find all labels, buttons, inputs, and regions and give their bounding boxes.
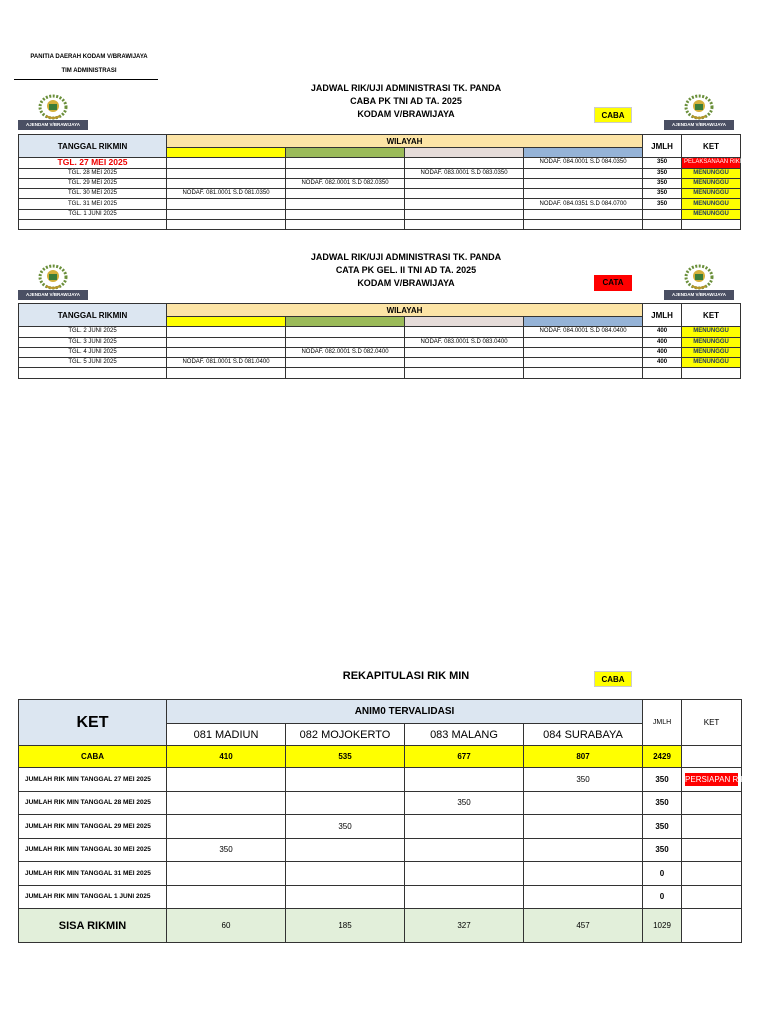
emblem-icon (36, 92, 70, 120)
region-color-malang (405, 148, 524, 158)
region-color-surabaya (524, 148, 643, 158)
cell-madiun (167, 768, 286, 792)
org-subunit: TIM ADMINISTRASI (61, 68, 117, 74)
cell-total: 350 (643, 838, 682, 862)
cell-jmlh: 350 (643, 189, 682, 199)
cell-mojokerto (286, 337, 405, 347)
caba-tag: CABA (594, 107, 632, 123)
cell-madiun (167, 337, 286, 347)
cell-jmlh: 400 (643, 358, 682, 368)
cell-ket (682, 838, 742, 862)
status-badge: MENUNGGU (682, 189, 741, 199)
cell-surabaya (524, 815, 643, 839)
cell-surabaya: 457 (524, 909, 643, 943)
cell-jmlh: 350 (643, 178, 682, 188)
cell-surabaya (524, 209, 643, 219)
cell-malang (405, 209, 524, 219)
cell-madiun (167, 158, 286, 168)
cell-jmlh: 400 (643, 337, 682, 347)
cell-mojokerto (286, 862, 405, 886)
cell-total: 1029 (643, 909, 682, 943)
table-row (19, 178, 741, 188)
cell-ket (682, 862, 742, 886)
caba-header-jmlh: JMLH (643, 135, 682, 158)
cell-mojokerto (286, 885, 405, 909)
rekap-tag: CABA (594, 671, 632, 687)
cell-mojokerto: 185 (286, 909, 405, 943)
row-label: JUMLAH RIK MIN TANGGAL 1 JUNI 2025 (19, 885, 167, 909)
cell-madiun (167, 168, 286, 178)
cell-jmlh: 400 (643, 327, 682, 337)
cell-mojokerto: NODAF. 082.0001 S.D 082.0350 (286, 178, 405, 188)
emblem-label: AJENDAM V/BRAWIJAYA (18, 290, 88, 300)
row-date: TGL. 31 MEI 2025 (19, 199, 167, 209)
row-date: TGL. 4 JUNI 2025 (19, 347, 167, 357)
cell-malang (405, 347, 524, 357)
caba-title-line1: JADWAL RIK/UJI ADMINISTRASI TK. PANDA (310, 83, 502, 93)
cell-surabaya: NODAF. 084.0001 S.D 084.0400 (524, 327, 643, 337)
region-color-madiun (167, 148, 286, 158)
cata-title-line2: CATA PK GEL. II TNI AD TA. 2025 (335, 265, 477, 275)
cell-malang (405, 199, 524, 209)
table-row (19, 347, 741, 357)
status-badge: MENUNGGU (682, 337, 741, 347)
cell-mojokerto (286, 209, 405, 219)
row-date: TGL. 3 JUNI 2025 (19, 337, 167, 347)
status-badge: MENUNGGU (682, 327, 741, 337)
table-row (19, 768, 742, 792)
cell-ket (682, 791, 742, 815)
kodam-emblem-left (18, 92, 88, 130)
cell-total: 350 (643, 768, 682, 792)
cell-total: 350 (643, 815, 682, 839)
table-row (19, 838, 742, 862)
cell-madiun (167, 199, 286, 209)
region-color-malang (405, 317, 524, 327)
cell-surabaya (524, 337, 643, 347)
cell-mojokerto (286, 838, 405, 862)
city-header-madiun: 081 MADIUN (167, 724, 286, 746)
cell-mojokerto (286, 327, 405, 337)
status-badge: MENUNGGU (682, 168, 741, 178)
cell-mojokerto (286, 158, 405, 168)
cell-surabaya (524, 347, 643, 357)
cell-jmlh: 400 (643, 347, 682, 357)
cell-surabaya (524, 791, 643, 815)
cell-madiun: 410 (167, 746, 286, 768)
cell-mojokerto (286, 189, 405, 199)
header-divider (14, 79, 158, 80)
region-color-madiun (167, 317, 286, 327)
status-badge: PELAKSANAAN RIKMIN (682, 158, 741, 168)
table-row (19, 327, 741, 337)
rekap-table (18, 699, 761, 943)
table-row (19, 158, 741, 168)
emblem-label: AJENDAM V/BRAWIJAYA (664, 120, 734, 130)
row-date: TGL. 27 MEI 2025 (19, 158, 167, 168)
cell-jmlh: 350 (643, 199, 682, 209)
row-date: TGL. 5 JUNI 2025 (19, 358, 167, 368)
city-header-malang: 083 MALANG (405, 724, 524, 746)
row-label: JUMLAH RIK MIN TANGGAL 27 MEI 2025 (19, 768, 167, 792)
row-date: TGL. 30 MEI 2025 (19, 189, 167, 199)
cell-total: 350 (643, 791, 682, 815)
row-label: JUMLAH RIK MIN TANGGAL 30 MEI 2025 (19, 838, 167, 862)
row-date: TGL. 1 JUNI 2025 (19, 209, 167, 219)
cell-mojokerto (286, 199, 405, 209)
cata-title-line3: KODAM V/BRAWIJAYA (357, 278, 455, 288)
table-row (19, 168, 741, 178)
emblem-label: AJENDAM V/BRAWIJAYA (664, 290, 734, 300)
cell-malang (405, 189, 524, 199)
cell-madiun (167, 178, 286, 188)
cell-surabaya (524, 358, 643, 368)
cell-malang (405, 815, 524, 839)
cell-madiun (167, 791, 286, 815)
cell-madiun: 350 (167, 838, 286, 862)
cata-tag: CATA (594, 275, 632, 291)
cata-header-wilayah: WILAYAH (167, 304, 643, 317)
cata-schedule-table (18, 303, 741, 379)
cell-madiun: 60 (167, 909, 286, 943)
cell-surabaya (524, 178, 643, 188)
table-row-empty (19, 220, 741, 230)
cell-madiun (167, 347, 286, 357)
city-header-mojokerto: 082 MOJOKERTO (286, 724, 405, 746)
region-color-surabaya (524, 317, 643, 327)
region-color-mojokerto (286, 148, 405, 158)
cell-malang: 327 (405, 909, 524, 943)
caba-title-block (200, 82, 612, 121)
row-date: TGL. 29 MEI 2025 (19, 178, 167, 188)
row-label: JUMLAH RIK MIN TANGGAL 29 MEI 2025 (19, 815, 167, 839)
cell-malang (405, 178, 524, 188)
table-row (19, 337, 741, 347)
cata-header-tanggal: TANGGAL RIKMIN (19, 304, 167, 327)
cata-title-block (200, 251, 612, 290)
rekap-caba-row (19, 746, 742, 768)
kodam-emblem-right (664, 262, 734, 300)
row-label: CABA (19, 746, 167, 768)
emblem-icon (36, 262, 70, 290)
rekap-header-animo: ANIM0 TERVALIDASI (167, 700, 643, 724)
cell-jmlh (643, 209, 682, 219)
cata-title-line1: JADWAL RIK/UJI ADMINISTRASI TK. PANDA (310, 252, 502, 262)
org-name: PANITIA DAERAH KODAM V/BRAWIJAYA (30, 54, 148, 60)
cell-surabaya: NODAF. 084.0001 S.D 084.0350 (524, 158, 643, 168)
region-color-mojokerto (286, 317, 405, 327)
cell-surabaya: NODAF. 084.0351 S.D 084.0700 (524, 199, 643, 209)
cell-mojokerto: 350 (286, 815, 405, 839)
status-badge: MENUNGGU (682, 209, 741, 219)
caba-header-ket: KET (682, 135, 741, 158)
cell-surabaya (524, 168, 643, 178)
cata-header-ket: KET (682, 304, 741, 327)
cell-madiun (167, 327, 286, 337)
cell-malang (405, 862, 524, 886)
cell-malang (405, 885, 524, 909)
cell-mojokerto: 535 (286, 746, 405, 768)
caba-schedule-table (18, 134, 751, 230)
cell-madiun (167, 815, 286, 839)
table-row (19, 862, 742, 886)
status-badge: MENUNGGU (682, 358, 741, 368)
city-header-surabaya: 084 SURABAYA (524, 724, 643, 746)
cell-mojokerto (286, 168, 405, 178)
row-label: JUMLAH RIK MIN TANGGAL 31 MEI 2025 (19, 862, 167, 886)
cell-ket (682, 815, 742, 839)
cell-malang (405, 768, 524, 792)
row-date: TGL. 28 MEI 2025 (19, 168, 167, 178)
caba-header-wilayah: WILAYAH (167, 135, 643, 148)
cell-malang: 677 (405, 746, 524, 768)
cell-mojokerto (286, 358, 405, 368)
kodam-emblem-left (18, 262, 88, 300)
cell-total: 2429 (643, 746, 682, 768)
cell-total: 0 (643, 885, 682, 909)
cell-mojokerto: NODAF. 082.0001 S.D 082.0400 (286, 347, 405, 357)
rekap-header-ket: KET (19, 700, 167, 746)
table-row (19, 189, 741, 199)
caba-title-line2: CABA PK TNI AD TA. 2025 (350, 96, 462, 106)
table-row (19, 815, 742, 839)
table-row (19, 358, 741, 368)
cell-madiun (167, 862, 286, 886)
cell-malang (405, 327, 524, 337)
row-label: JUMLAH RIK MIN TANGGAL 28 MEI 2025 (19, 791, 167, 815)
cell-surabaya: 807 (524, 746, 643, 768)
status-badge: MENUNGGU (682, 178, 741, 188)
cell-surabaya (524, 885, 643, 909)
kodam-emblem-right (664, 92, 734, 130)
cell-malang: NODAF. 083.0001 S.D 083.0400 (405, 337, 524, 347)
row-label: SISA RIKMIN (19, 909, 167, 943)
rekap-title: REKAPITULASI RIK MIN (342, 670, 470, 682)
table-row (19, 209, 741, 219)
cell-total: 0 (643, 862, 682, 886)
cell-surabaya: 350 (524, 768, 643, 792)
cell-jmlh: 350 (643, 158, 682, 168)
rekap-header-ket-col: KET (682, 700, 742, 746)
cell-malang: NODAF. 083.0001 S.D 083.0350 (405, 168, 524, 178)
caba-header-tanggal: TANGGAL RIKMIN (19, 135, 167, 158)
cell-madiun (167, 885, 286, 909)
cell-surabaya (524, 189, 643, 199)
emblem-label: AJENDAM V/BRAWIJAYA (18, 120, 88, 130)
cell-malang (405, 358, 524, 368)
cell-mojokerto (286, 768, 405, 792)
caba-title-line3: KODAM V/BRAWIJAYA (357, 109, 455, 119)
cell-madiun: NODAF. 081.0001 S.D 081.0400 (167, 358, 286, 368)
cell-ket (682, 885, 742, 909)
cata-header-jmlh: JMLH (643, 304, 682, 327)
cell-malang (405, 838, 524, 862)
table-row (19, 791, 742, 815)
cell-malang: 350 (405, 791, 524, 815)
cell-madiun (167, 209, 286, 219)
table-row (19, 199, 741, 209)
emblem-icon (682, 92, 716, 120)
cell-surabaya (524, 838, 643, 862)
cell-madiun: NODAF. 081.0001 S.D 081.0350 (167, 189, 286, 199)
cell-surabaya (524, 862, 643, 886)
cell-mojokerto (286, 791, 405, 815)
cell-malang (405, 158, 524, 168)
row-date: TGL. 2 JUNI 2025 (19, 327, 167, 337)
table-row (19, 885, 742, 909)
rekap-header-jmlh: JMLH (643, 700, 682, 746)
emblem-icon (682, 262, 716, 290)
status-badge: MENUNGGU (682, 347, 741, 357)
table-row-empty (19, 368, 741, 378)
rekap-sisa-row (19, 909, 742, 943)
status-badge: PERSIAPAN RIKMIN (685, 774, 761, 784)
status-badge: MENUNGGU (682, 199, 741, 209)
cell-jmlh: 350 (643, 168, 682, 178)
